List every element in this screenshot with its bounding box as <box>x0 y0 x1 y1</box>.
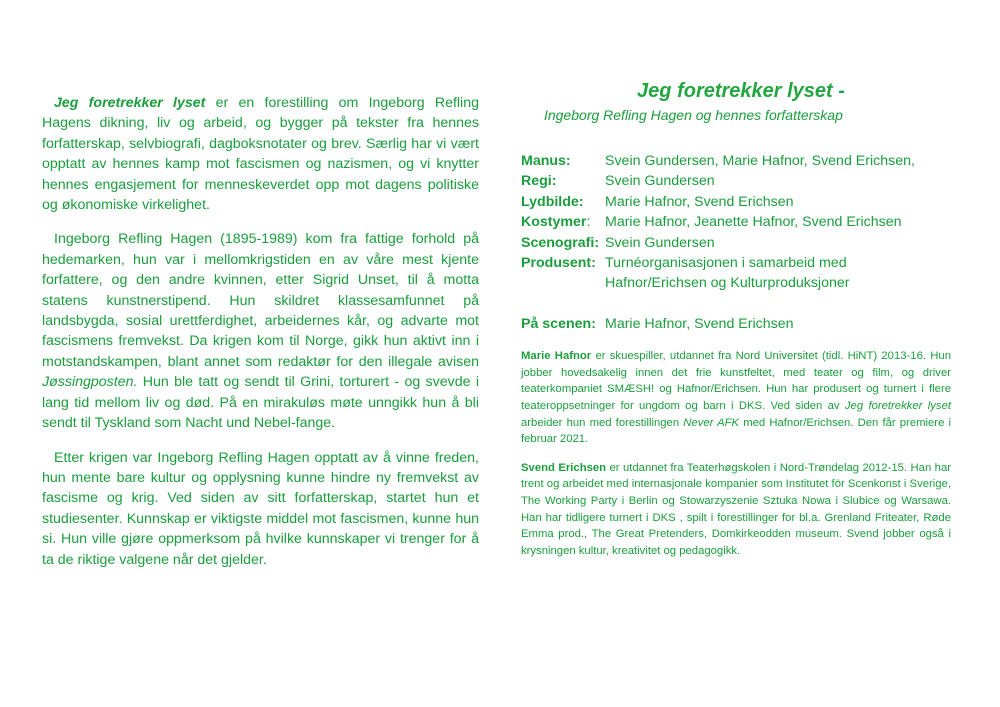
intro-paragraph-3: Etter krigen var Ingeborg Refling Hagen opptatt av å vinne freden, hun mente bare kultur og opplysning kunne hindre ny fremvekst av fascisme og krig. Ved siden av sitt forfatterskap, startet hun et studiesenter. Kunnskap er viktigste middel mot fascismen, kunne hun si. Hun ville gjøre oppmerksom på hvilke kunnskaper vi trenger for å ta de riktige valgene når det gjelder. <box>42 449 479 568</box>
bio-name-svend: Svend Erichsen <box>521 461 607 474</box>
spacer <box>521 294 951 314</box>
credit-produsent-cont: Hafnor/Erichsen og Kulturproduksjoner <box>605 275 850 292</box>
intro-text-1: er en forestilling om Ingeborg Refling Hagens dikning, liv og arbeid, og bygger på tekster fra hennes forfatterskap, selvbiografi, dagboksnotater og brev. Særlig har vi vært opptatt av hennes kamp mot fascismen og nazismen, og vi knytter hennes engasjement for menneskeverdet opp mot dagens politiske og økonomiske virkelighet. <box>42 95 479 214</box>
intro-paragraph-2 <box>42 229 479 433</box>
intro-text-2a: Ingeborg Refling Hagen (1895-1989) kom fra fattige forhold på hedemarken, hun var i mellomkrigstiden en av våre mest kjente forfattere, og den andre kvinnen, etter Sigrid Unset, til å motta statens kunstnerstipend. Hun skildret klassesamfunnet på landsbygda, sosial urettferdighet, arbeidernes kår, og advarte mot fascismens fremvekst. Da krigen kom til Norge, gikk hun aktivt inn i motstandskampen, blant annet som redaktør for den illegale avisen <box>42 231 479 370</box>
credits-list <box>521 151 951 334</box>
credit-manus: Manus: Svein Gundersen, Marie Hafnor, Svend Erichsen, <box>521 153 915 169</box>
newspaper-name: Jøssingposten. <box>42 374 138 391</box>
intro-column <box>42 93 479 584</box>
bio-name-marie: Marie Hafnor <box>521 350 592 363</box>
credit-kostymer: Kostymer: Marie Hafnor, Jeanette Hafnor, Svend Erichsen <box>521 214 902 231</box>
intro-text-2b: Hun ble tatt og sendt til Grini, torturert - og svevde i lang tid mellom liv og død. På en mirakuløs møte unngikk hun å bli sendt til Tyskland som Nacht und Nebel-fange. <box>42 374 479 432</box>
bio-marie: Marie Hafnor er skuespiller, utdannet fra Nord Universitet (tidl. HiNT) 2013-16. Hun jobber hovedsakelig innen det frie kunstfeltet, med teater og film, og driver teaterkompaniet SMÆSH! og Hafnor/Erichsen. Hun har produsert og turnert i flere teateroppsetninger for ungdom og barn i DKS. Ved siden av Jeg foretrekker lyset arbeider hun med forestillingen Never AFK med Hafnor/Erichsen. Den får premiere i februar 2021. <box>521 350 951 446</box>
bio-svend: Svend Erichsen er utdannet fra Teaterhøgskolen i Nord-Trøndelag 2012-15. Han har trent og arbeidet med internasjonale kompanier som Institutet för Scenkonst i Sverige, The Working Party i Berlin og Stowarzyszenie Sztuka Nowa i Slubice og Warsawa. Han har tidligere turnert i DKS , spilt i forestillinger for bl.a. Grenland Friteater, Røde Emma prod., The Great Pretenders, Domkirkeodden museum. Svend jobber også i krysningen kultur, kreativitet og pedagogikk. <box>521 461 951 557</box>
credit-regi: Regi: Svein Gundersen <box>521 173 715 190</box>
intro-paragraph-1 <box>42 93 479 215</box>
credit-scenografi: Scenografi: Svein Gundersen <box>521 234 715 251</box>
credit-lydbilde: Lydbilde: Marie Hafnor, Svend Erichsen <box>521 193 794 210</box>
credits-column <box>521 80 951 559</box>
show-title-inline: Jeg foretrekker lyset <box>54 95 206 111</box>
credit-produsent: Produsent: Turnéorganisasjonen i samarbeid med <box>521 255 847 272</box>
credit-scenen: På scenen: Marie Hafnor, Svend Erichsen <box>521 315 794 332</box>
page-subtitle: Ingeborg Refling Hagen og hennes forfatterskap <box>544 107 843 123</box>
page-title: Jeg foretrekker lyset - <box>637 80 845 102</box>
